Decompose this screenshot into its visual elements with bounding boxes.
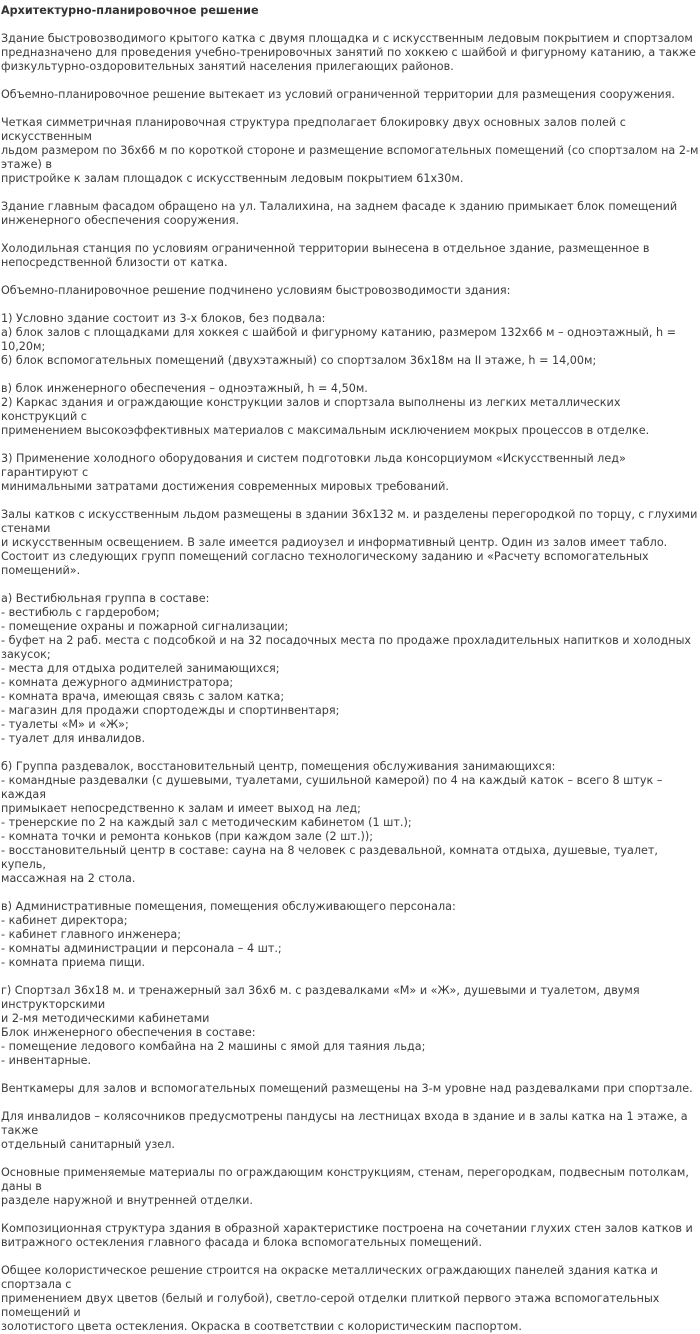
paragraph: Композиционная структура здания в образной характеристике построена на сочетании глухих стен залов катков и витражного остекления главного фасада и блока вспомогательных помещений. — [1, 1222, 693, 1249]
paragraph: Объемно-планировочное решение вытекает из условий ограниченной территории для размещения сооружения. — [1, 88, 675, 101]
list-sports-hall: г) Спортзал 36х18 м. и тренажерный зал 36х6 м. с раздевалками «М» и «Ж», душевыми и туалетом, двумя инструкторскими и 2-мя методическими кабинетами Блок инженерного обеспечения в составе: - помещение ледового комбайна на 2 машины с ямой для таяния льда; - инвентарные. — [1, 984, 640, 1067]
paragraph: в) блок инженерного обеспечения – одноэтажный, h = 4,50м. 2) Каркас здания и ограждающие конструкции залов и спортзала выполнены из легких металлических конструкций с применением высокоэффективных материалов с максимальным исключением мокрых процессов в отделке. — [1, 382, 650, 437]
paragraph: 1) Условно здание состоит из 3-х блоков, без подвала: а) блок залов с площадками для хоккея с шайбой и фигурному катанию, размером 132х66 м – одноэтажный, h = 10,20м; б) блок вспомогательных помещений (двухэтажный) со спортзалом 36х18м на II этаже, h = 14,00м; — [1, 312, 677, 367]
paragraph: Общее колористическое решение строится на окраске металлических ограждающих панелей здания катка и спортзала с применением двух цветов (белый и голубой), светло-серой отделки плиткой первого этажа вспомогательных помещений и золотистого цвета остекления. Окраска в соответствии с колористическим паспортом. — [1, 1264, 660, 1333]
paragraph: Основные применяемые материалы по ограждающим конструкциям, стенам, перегородкам, подвесным потолкам, даны в разделе наружной и внутренней отделки. — [1, 1166, 689, 1207]
paragraph: Холодильная станция по условиям ограниченной территории вынесена в отдельное здание, размещенное в непосредственной близости от катка. — [1, 242, 650, 269]
paragraph: Объемно-планировочное решение подчинено условиям быстровозводимости здания: — [1, 284, 511, 297]
list-locker-group: б) Группа раздевалок, восстановительный центр, помещения обслуживания занимающихся: - командные раздевалки (с душевыми, туалетами, сушильной камерой) по 4 на каждый каток – всего 8 штук – каждая примыкает непосредственно к залам и имеет выход на лед; - тренерские по 2 на каждый зал с методическим кабинетом (1 шт.); - комната точки и ремонта коньков (при каждом зале (2 шт.)); - восстановительный центр в составе: сауна на 8 человек с раздевальной, комната отдыха, душевые, туалет, купель, массажная на 2 стола. — [1, 760, 663, 885]
paragraph: Четкая симметричная планировочная структура предполагает блокировку двух основных залов полей с искусственным льдом размером по 36х66 м по короткой стороне и размещение вспомогательных помещений (со спортзалом на 2-м этаже) в пристройке к залам площадок с искусственным ледовым покрытием 61х30м. — [1, 116, 699, 185]
paragraph: Для инвалидов – колясочников предусмотрены пандусы на лестницах входа в здание и в залы катка на 1 этаже, а также отдельный санитарный узел. — [1, 1110, 688, 1151]
paragraph: Здание главным фасадом обращено на ул. Талалихина, на заднем фасаде к зданию примыкает блок помещений инженерного обеспечения сооружения. — [1, 200, 678, 227]
list-vestibule-group: а) Вестибюльная группа в составе: - вестибюль с гардеробом; - помещение охраны и пожарной сигнализации; - буфет на 2 раб. места с подсобкой и на 32 посадочных места по продаже прохладительных напитков и холодных закусок; - места для отдыха родителей занимающихся; - комната дежурного администратора; - комната врача, имеющая связь с залом катка; - магазин для продажи спортодежды и спортинвентаря; - туалеты «М» и «Ж»; - туалет для инвалидов. — [1, 592, 692, 745]
paragraph: Венткамеры для залов и вспомогательных помещений размещены на 3-м уровне над раздевалками при спортзале. — [1, 1082, 693, 1095]
paragraph: 3) Применение холодного оборудования и систем подготовки льда консорциумом «Искусственный лед» гарантируют с минимальными затратами достижения современных мировых требований. — [1, 452, 626, 493]
paragraph: Здание быстровозводимого крытого катка с двумя площадка и с искусственным ледовым покрытием и спортзалом предназначено для проведения учебно-тренировочных занятий по хоккею с шайбой и фигурному катанию, а также физкультурно-оздоровительных занятий населения прилегающих районов. — [1, 32, 696, 73]
paragraph: Залы катков с искусственным льдом размещены в здании 36х132 м. и разделены перегородкой по торцу, с глухими стенами и искусственным освещением. В зале имеется радиоузел и информативный центр. Один из залов имеет табло. Состоит из следующих групп помещений согласно технологическому заданию и «Расчету вспомогательных помещений». — [1, 508, 698, 577]
document-title: Архитектурно-планировочное решение — [1, 4, 259, 17]
list-admin-group: в) Административные помещения, помещения обслуживающего персонала: - кабинет директора; - кабинет главного инженера; - комнаты администрации и персонала – 4 шт.; - комната приема пищи. — [1, 900, 456, 969]
